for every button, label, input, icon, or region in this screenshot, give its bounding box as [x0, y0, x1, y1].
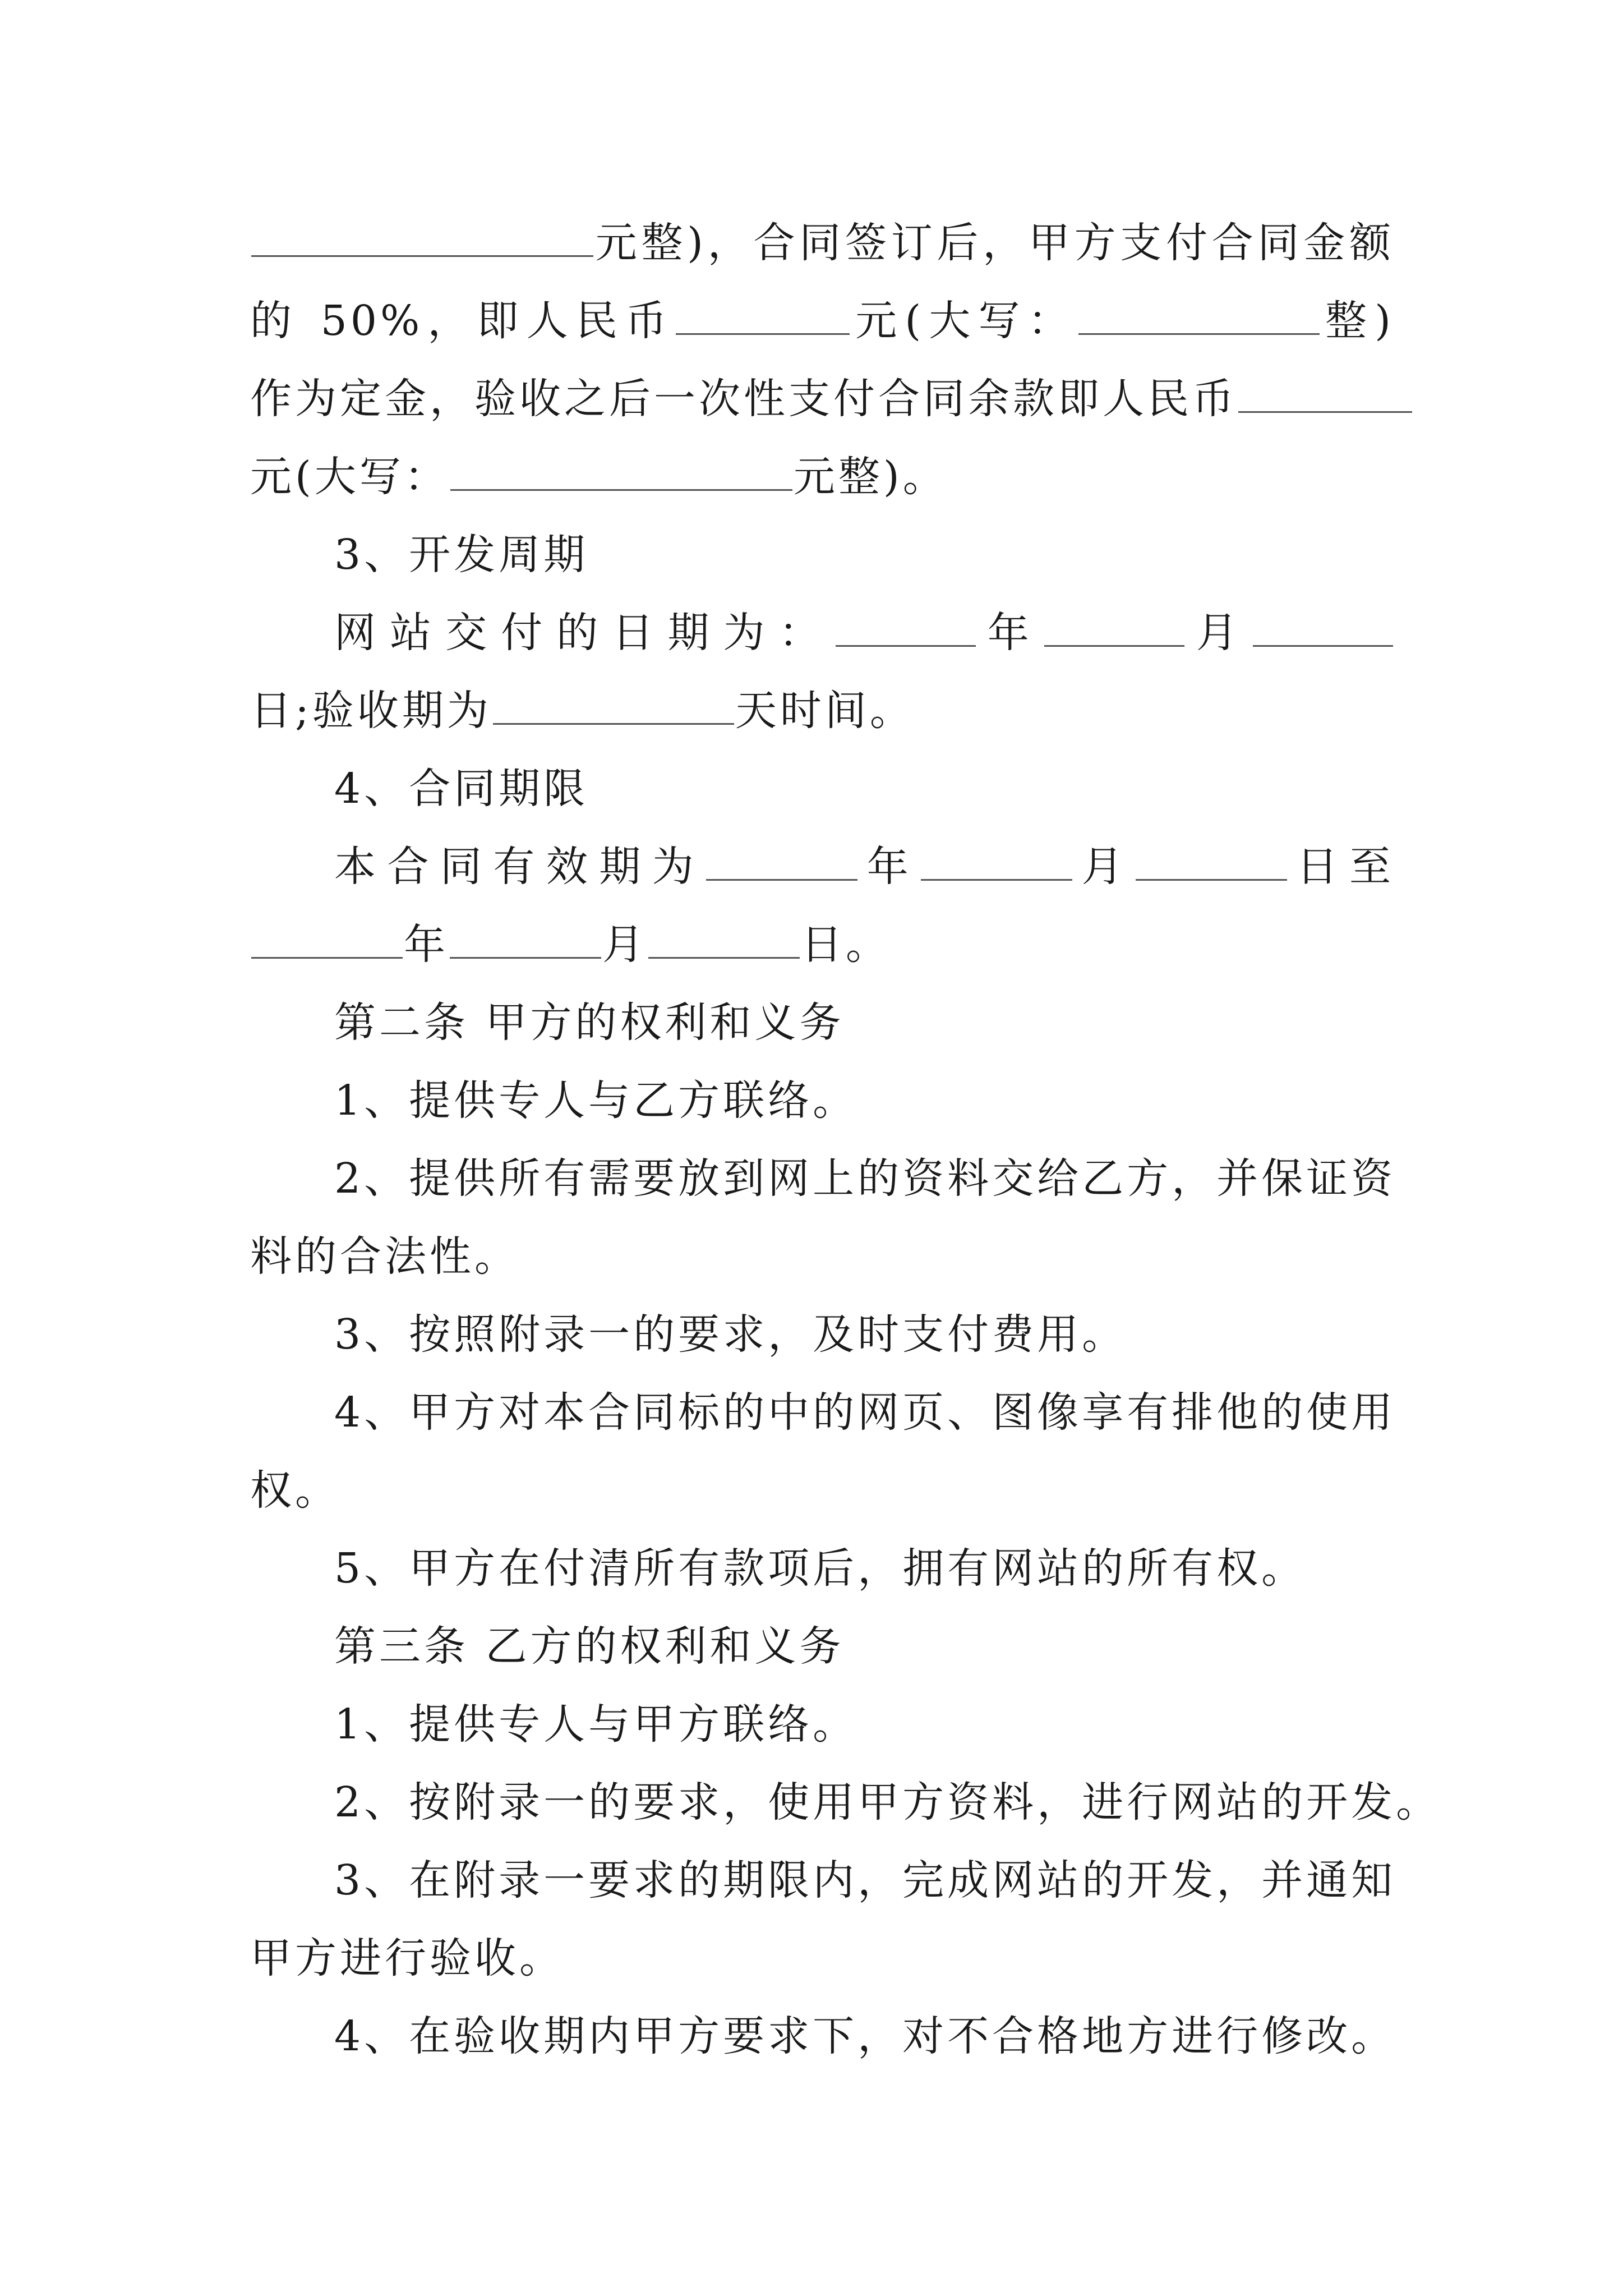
text-segment: 5、甲方在付清所有款项后，拥有网站的所有权。	[334, 1544, 1307, 1593]
text-line-6	[334, 596, 1394, 669]
blank-field-start-year	[706, 840, 857, 881]
text-line-9	[334, 830, 1394, 903]
text-segment: 权。	[250, 1466, 340, 1515]
blank-field-deposit-words	[1078, 294, 1320, 335]
text-segment: 年	[859, 843, 920, 891]
blank-field-amount-words	[251, 216, 593, 257]
text-line-12	[334, 1064, 1478, 1137]
text-segment: 日;验收期为	[250, 687, 492, 735]
text-line-7	[250, 674, 1394, 747]
text-segment: 4、甲方对本合同标的中的网页、图像享有排他的使用	[334, 1388, 1396, 1437]
text-segment: 料的合法性。	[250, 1232, 519, 1281]
text-line-24	[334, 2000, 1478, 2073]
text-segment: 第二条 甲方的权利和义务	[334, 999, 845, 1047]
text-segment: 元(大写：	[851, 297, 1077, 345]
text-segment: 元整)。	[793, 453, 948, 501]
text-segment: 的 50%，即人民币	[250, 297, 675, 345]
text-line-17	[250, 1454, 1394, 1527]
section-heading-contract-term	[334, 752, 1478, 825]
text-line-2	[250, 284, 1394, 357]
blank-field-delivery-month	[1044, 606, 1184, 647]
text-line-14	[250, 1220, 1394, 1293]
text-segment: 本合同有效期为	[334, 843, 706, 891]
article-heading-party-a	[334, 986, 1478, 1059]
blank-field-acceptance-days	[493, 684, 734, 725]
text-segment: 网站交付的日期为：	[334, 609, 834, 657]
text-segment: 4、合同期限	[334, 765, 589, 813]
text-line-4	[250, 440, 1394, 513]
text-line-16	[334, 1376, 1394, 1449]
text-line-13	[334, 1142, 1394, 1215]
text-segment: 日至	[1288, 843, 1395, 891]
text-segment: 1、提供专人与乙方联络。	[334, 1076, 858, 1125]
text-line-23	[250, 1922, 1394, 1995]
text-segment: 元(大写：	[250, 453, 449, 501]
text-segment: 月	[1185, 609, 1252, 657]
text-line-20	[334, 1688, 1478, 1761]
blank-field-delivery-day	[1253, 606, 1393, 647]
text-segment: 3、按照附录一的要求，及时支付费用。	[334, 1310, 1127, 1359]
text-segment: 第三条 乙方的权利和义务	[334, 1622, 845, 1671]
text-segment: 甲方进行验收。	[250, 1934, 564, 1982]
blank-field-balance-words	[450, 450, 792, 491]
blank-field-deposit-amount	[676, 294, 850, 335]
text-line-10	[250, 908, 1394, 981]
blank-field-balance-amount	[1238, 372, 1412, 413]
article-heading-party-b	[334, 1610, 1478, 1683]
text-line-21	[334, 1766, 1441, 1839]
text-segment: 元整)，合同签订后，甲方支付合同金额	[594, 219, 1394, 267]
text-line-18	[334, 1532, 1478, 1605]
blank-field-end-year	[251, 918, 403, 959]
text-line-3	[250, 362, 1394, 435]
text-segment: 日。	[801, 921, 891, 969]
text-segment: 作为定金，验收之后一次性支付合同余款即人民币	[250, 375, 1237, 423]
text-segment: 整)	[1320, 297, 1394, 345]
text-line-1	[250, 206, 1394, 279]
blank-field-end-day	[648, 918, 800, 959]
blank-field-delivery-year	[836, 606, 976, 647]
blank-field-end-month	[450, 918, 601, 959]
text-segment: 1、提供专人与甲方联络。	[334, 1700, 858, 1749]
text-line-22	[334, 1844, 1394, 1917]
blank-field-start-month	[921, 840, 1072, 881]
text-segment: 4、在验收期内甲方要求下，对不合格地方进行修改。	[334, 2012, 1396, 2060]
text-line-15	[334, 1298, 1478, 1371]
section-heading-development-period	[334, 518, 1478, 591]
text-segment: 3、开发周期	[334, 531, 589, 579]
text-segment: 年	[976, 609, 1043, 657]
text-segment: 2、按附录一的要求，使用甲方资料，进行网站的开发。	[334, 1778, 1441, 1826]
text-segment: 月	[602, 921, 647, 969]
text-segment: 2、提供所有需要放到网上的资料交给乙方，并保证资	[334, 1154, 1396, 1203]
blank-field-start-day	[1136, 840, 1287, 881]
text-segment: 年	[404, 921, 449, 969]
text-segment: 3、在附录一要求的期限内，完成网站的开发，并通知	[334, 1856, 1396, 1904]
text-segment: 天时间。	[735, 687, 915, 735]
text-segment: 月	[1073, 843, 1135, 891]
